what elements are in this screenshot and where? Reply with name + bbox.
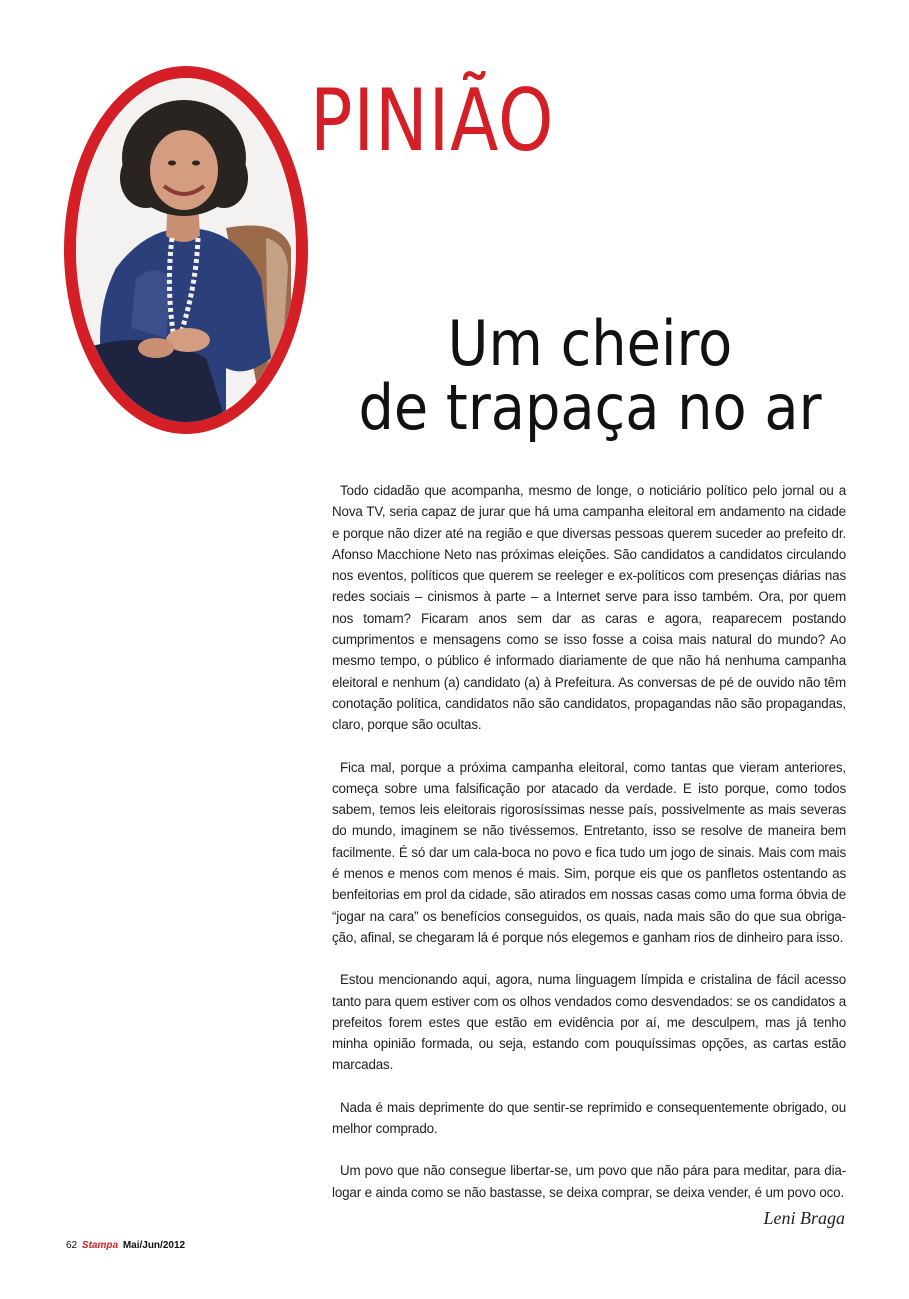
article-paragraph: Estou mencionando aqui, agora, numa linguagem límpida e cristalina de fácil acesso tanto para quem estiver com os olhos vendados como desvendados: se os candidatos a prefeitos forem estes que estão em evidência por aí, me desculpem, mas já tenho minha opinião formada, ou seja, estando com pouquíssimas opções, as cartas estão marcadas. xyxy=(332,972,846,1073)
headline-line-2: de trapaça no ar xyxy=(358,371,822,444)
issue-date: Mai/Jun/2012 xyxy=(122,1240,186,1251)
magazine-brand: Stampa xyxy=(81,1240,119,1251)
author-signature: Leni Braga xyxy=(763,1208,845,1228)
page-footer xyxy=(66,1240,185,1251)
article-paragraph: Todo cidadão que acompanha, mesmo de longe, o noticiário político pelo jornal ou a Nova TV, seria capaz de jurar que há uma campanha eleitoral em andamento na cidade e porque não dizer até na região e que diversas pessoas querem suceder ao prefeito dr. Afonso Macchione Neto nas próximas eleições. São candidatos a candidatos circulando nos eventos, políticos que querem se reeleger e ex-políticos com presenças diárias nas redes sociais – cinismos à parte – a Internet serve para isso também. Ora, por quem nos tomam? Ficaram anos sem dar as caras e agora, reaparecem postando cumprimentos e mensagens como se isso fosse a coisa mais natural do mundo? Ao mesmo tempo, o público é informado diariamente de que não há nenhuma campanha eleitoral e nenhum (a) candidato (a) à Prefeitura. As conversas de pé de ouvido não têm conotação política, candidatos não são candidatos, propagandas não são propagandas, claro, porque são ocultas. xyxy=(332,483,846,733)
article-paragraph: Nada é mais deprimente do que sentir-se reprimido e consequentemente obrigado, ou melhor comprado. xyxy=(332,1099,846,1137)
author-portrait-illustration xyxy=(76,78,296,422)
article-paragraph: Fica mal, porque a próxima campanha eleitoral, como tantas que vieram anteriores, começa sobre uma falsificação por atacado da verdade. E isto porque, como todos sabem, temos leis eleitorais rigorosíssimas nesse país, possivelmente as mais severas do mundo, imaginem se não tivéssemos. Entretanto, isso se resolve de maneira bem facilmente. É só dar um cala-boca no povo e fica tudo um jogo de sinais. Mais com mais é menos e menos com menos é mais. Sim, porque eis que os panfletos ostentando as benfeitorias em prol da cidade, são atirados em nossas casas como uma forma óbvia de “jogar na cara” os benefícios conseguidos, os quais, nada mais são do que sua obriga-ção, afinal, se chegaram lá é porque nós elegemos e ganham rios de dinheiro para isso. xyxy=(332,759,846,945)
article-headline xyxy=(356,307,824,444)
article-body xyxy=(332,480,846,1224)
section-title: PINIÃO xyxy=(310,71,555,171)
author-photo xyxy=(64,66,308,434)
page-number: 62 xyxy=(66,1240,78,1251)
article-paragraph: Um povo que não consegue libertar-se, um povo que não pára para meditar, para dia-logar e ainda como se não bastasse, se deixa comprar, se deixa vender, é um povo oco. xyxy=(332,1163,846,1200)
headline-line-1: Um cheiro xyxy=(447,307,733,380)
